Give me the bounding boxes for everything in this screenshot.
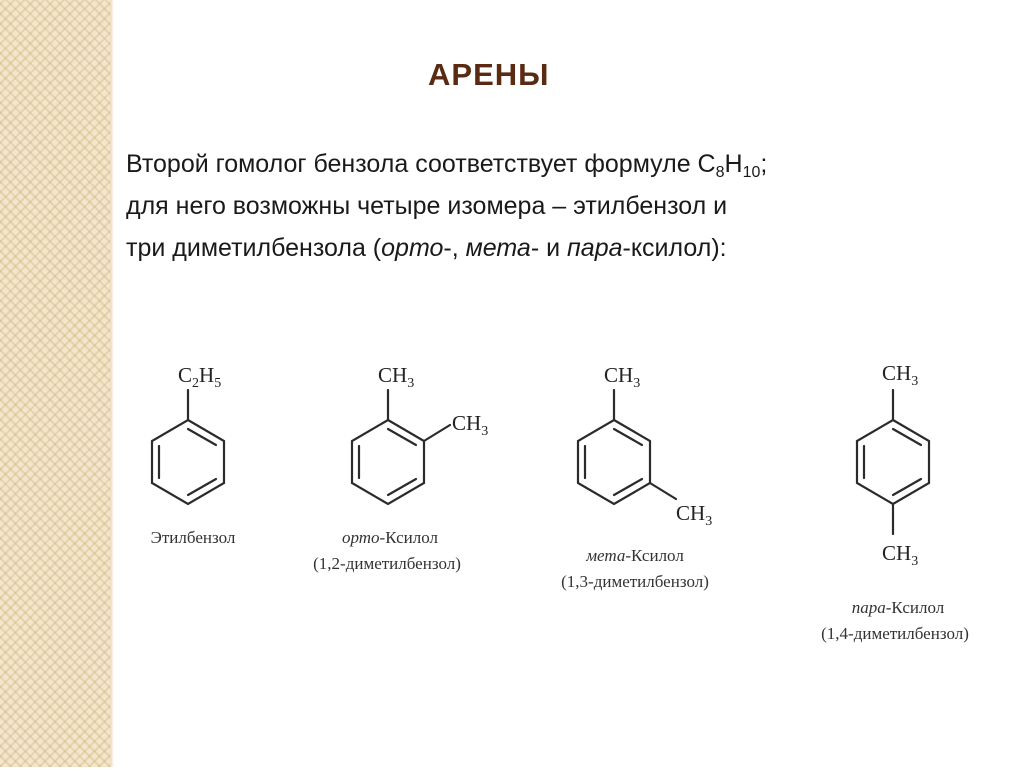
meta-prefix: мета bbox=[586, 546, 626, 565]
para-term: пара bbox=[567, 234, 623, 262]
paragraph-text: три диметилбензола ( bbox=[126, 234, 382, 262]
paragraph-text: -ксилол): bbox=[622, 234, 727, 262]
meta-term: мета bbox=[465, 234, 531, 262]
meta-xylene-systematic: (1,3-диметилбензол) bbox=[561, 572, 709, 591]
benzene-ring-ethylbenzene bbox=[152, 390, 224, 504]
ortho-name-rest: -Ксилол bbox=[379, 528, 439, 547]
para-xylene-name bbox=[808, 598, 988, 618]
formula-subscript-c: 8 bbox=[715, 164, 725, 181]
benzene-ring-meta bbox=[578, 390, 676, 504]
formula-subscript-h: 10 bbox=[742, 164, 761, 181]
slide-title: АРЕНЫ bbox=[428, 57, 550, 92]
ortho-xylene-name bbox=[300, 528, 480, 548]
ortho-methyl-2-label: $CH_3$ bbox=[452, 411, 489, 439]
ortho-term: орто bbox=[381, 234, 444, 262]
paragraph-text: Второй гомолог бензола соответствует формуле С bbox=[126, 150, 716, 178]
para-prefix: пара bbox=[851, 598, 886, 617]
ethyl-group-label: $C_2H_5$ bbox=[178, 363, 222, 391]
paragraph-punct: ; bbox=[760, 150, 768, 178]
paragraph-line-2: для него возможны четыре изомера – этилбензол и bbox=[126, 192, 728, 220]
meta-methyl-1-label: $CH_3$ bbox=[604, 363, 641, 391]
ortho-prefix: орто bbox=[341, 528, 380, 547]
meta-name-rest: -Ксилол bbox=[625, 546, 684, 565]
para-methyl-1-label: $CH_3$ bbox=[882, 361, 919, 389]
meta-methyl-2-label: $CH_3$ bbox=[676, 501, 713, 529]
ethylbenzene-name: Этилбензол bbox=[150, 528, 236, 547]
benzene-ring-para bbox=[857, 390, 929, 534]
para-name-rest: -Ксилол bbox=[885, 598, 945, 617]
paragraph-text: -, bbox=[443, 234, 466, 262]
ortho-methyl-1-label: $CH_3$ bbox=[378, 363, 415, 391]
para-xylene-systematic: (1,4-диметилбензол) bbox=[821, 624, 969, 643]
benzene-ring-ortho bbox=[352, 390, 450, 504]
paragraph-text: - и bbox=[530, 234, 568, 262]
meta-xylene-name bbox=[545, 546, 725, 566]
para-methyl-2-label: $CH_3$ bbox=[882, 541, 919, 569]
formula-h: Н bbox=[724, 150, 743, 178]
bond-methyl-2 bbox=[424, 425, 450, 441]
ortho-xylene-systematic: (1,2-диметилбензол) bbox=[313, 554, 461, 573]
bond-methyl-2 bbox=[650, 483, 676, 499]
